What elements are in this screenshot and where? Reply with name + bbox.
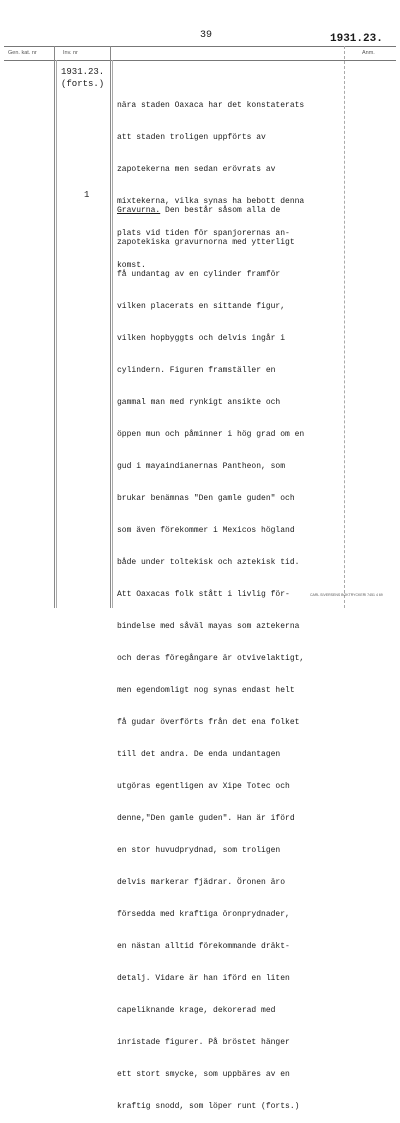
column-divider-1 [54,46,55,608]
text-line: vilken hopbyggts och delvis ingår i [117,334,286,343]
header-top-rule [4,46,396,47]
column-header-inv-nr: Inv. nr [63,50,78,56]
entry-continued: (forts.) [61,79,105,89]
text-line: denne,"Den gamle guden". Han är iförd [117,814,295,823]
text-line: ett stort smycke, som uppbäres av en [117,1070,290,1079]
text-line: bindelse med såväl mayas som aztekerna [117,622,300,631]
text-line: gammal man med rynkigt ansikte och [117,398,281,407]
text-line: inristade figurer. På bröstet hänger [117,1038,290,1047]
text-line: en stor huvudprydnad, som troligen [117,846,281,855]
text-line: öppen mun och påminner i hög grad om en [117,430,305,439]
text-line: plats vid tiden för spanjorernas an- [117,229,290,238]
text-line: försedda med kraftiga öronprydnader, [117,910,290,919]
text-line: en nästan alltid förekommande dräkt- [117,942,290,951]
text-line: zapotekerna men sedan erövrats av [117,165,276,174]
printer-imprint: CARL SIVERSENS BOKTRYCKERI 7451 4 69 [310,593,383,597]
text-line: detalj. Vidare är han iförd en liten [117,974,290,983]
column-divider-2b [112,60,113,608]
text-line: capeliknande krage, dekorerad med [117,1006,276,1015]
text-line: att staden troligen uppförts av [117,133,266,142]
text-line: gud i mayaindianernas Pantheon, som [117,462,286,471]
column-divider-1b [56,60,57,608]
column-divider-3 [344,46,345,608]
text-line: nära staden Oaxaca har det konstaterats [117,101,305,110]
item-first-line: Den består såsom alla de [160,206,281,215]
text-line: som även förekommer i Mexicos högland [117,526,295,535]
text-line: få undantag av en cylinder framför [117,270,281,279]
text-line: delvis markerar fjädrar. Öronen äro [117,878,286,887]
text-line: kraftig snodd, som löper runt (forts.) [117,1102,300,1111]
item-heading: Gravurna. [117,206,161,215]
text-line: få gudar överförts från det ena folket [117,718,300,727]
text-line: Att Oaxacas folk stått i livlig för- [117,590,290,599]
column-header-gen-kat-nr: Gen. kat. nr [8,50,37,56]
text-line: mixtekerna, vilka synas ha bebott denna [117,197,305,206]
text-line: utgöras egentligen av Xipe Totec och [117,782,290,791]
text-line: cylindern. Figuren framställer en [117,366,276,375]
header-date: 1931.23. [330,33,383,45]
entry-number: 1931.23. [61,67,105,77]
text-line: zapotekiska gravurnorna med ytterligt [117,238,295,247]
page-number: 39 [200,30,213,41]
paragraph-gravurna [117,186,304,1123]
text-line: vilken placerats en sittande figur, [117,302,286,311]
text-line: och deras föregångare är otvivelaktigt, [117,654,305,663]
text-line: brukar benämnas "Den gamle guden" och [117,494,295,503]
text-line-heading [117,204,304,218]
text-line: komst. [117,261,146,270]
text-line: men egendomligt nog synas endast helt [117,686,295,695]
item-number: 1 [84,190,90,200]
header-bottom-rule [4,60,396,61]
text-line: till det andra. De enda undantagen [117,750,281,759]
column-divider-2 [110,46,111,608]
text-line: både under toltekisk och aztekisk tid. [117,558,300,567]
column-header-anm: Anm. [362,50,375,56]
